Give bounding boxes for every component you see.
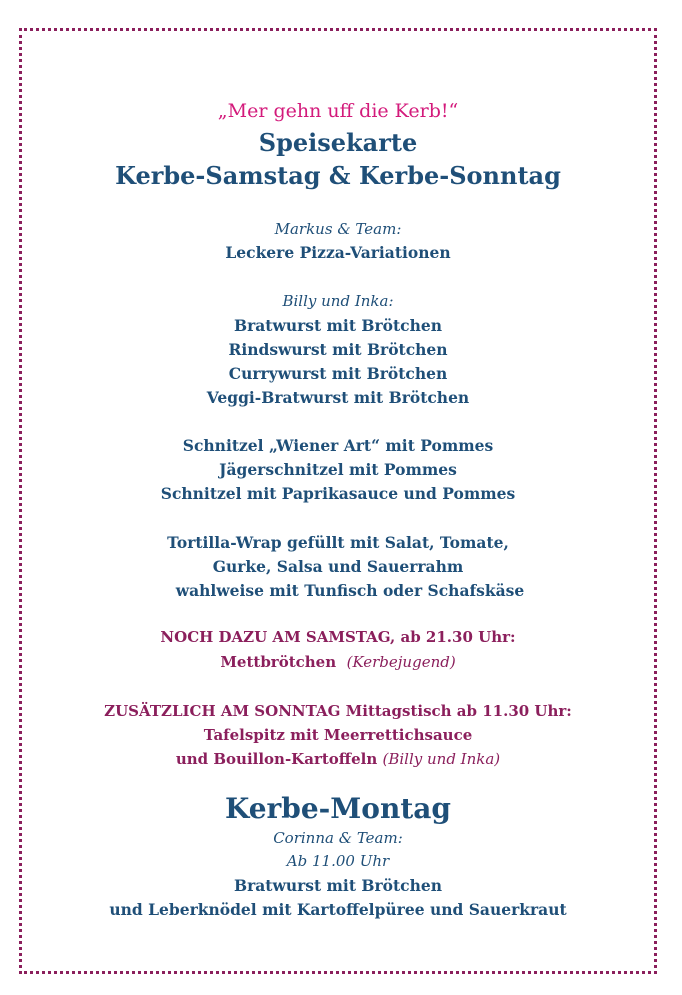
cook-markus: Markus & Team:: [274, 220, 402, 238]
motto: „Mer gehn uff die Kerb!“: [217, 100, 459, 122]
menu-item: Veggi-Bratwurst mit Brötchen: [206, 388, 470, 407]
menu-item: Schnitzel „Wiener Art“ mit Pommes: [182, 436, 494, 455]
menu-item: Bratwurst mit Brötchen: [234, 876, 442, 895]
monday-title: Kerbe-Montag: [225, 792, 451, 825]
saturday-item-row: [19, 653, 657, 671]
saturday-item: Mettbrötchen: [220, 653, 337, 671]
sunday-heading: ZUSÄTZLICH AM SONNTAG Mittagstisch ab 11.30 Uhr:: [104, 702, 572, 720]
menu-item: wahlweise mit Tunfisch oder Schafskäse: [175, 581, 525, 600]
saturday-cook: (Kerbejugend): [346, 653, 456, 671]
sunday-item-row: [19, 750, 657, 768]
page-title: Speisekarte: [258, 128, 418, 157]
menu-item: Gurke, Salsa und Sauerrahm: [212, 557, 464, 576]
cook-billy-inka: Billy und Inka:: [282, 292, 394, 310]
menu-item: Bratwurst mit Brötchen: [234, 316, 442, 335]
monday-cook: Corinna & Team:: [273, 829, 403, 847]
menu-item: und Leberknödel mit Kartoffelpüree und Sauerkraut: [109, 900, 567, 919]
sunday-cook: (Billy und Inka): [382, 750, 501, 768]
monday-time: Ab 11.00 Uhr: [286, 852, 390, 870]
menu-item: Schnitzel mit Paprikasauce und Pommes: [160, 484, 516, 503]
saturday-heading: NOCH DAZU AM SAMSTAG, ab 21.30 Uhr:: [160, 628, 516, 646]
sunday-item: Tafelspitz mit Meerrettichsauce: [203, 726, 473, 744]
menu-item: Rindswurst mit Brötchen: [228, 340, 448, 359]
sunday-item: und Bouillon-Kartoffeln: [175, 750, 378, 768]
menu-item: Jägerschnitzel mit Pommes: [219, 460, 457, 479]
menu-item: Tortilla-Wrap gefüllt mit Salat, Tomate,: [167, 533, 509, 552]
menu-item: Currywurst mit Brötchen: [228, 364, 448, 383]
menu-item: Leckere Pizza-Variationen: [225, 243, 451, 262]
page-subtitle: Kerbe-Samstag & Kerbe-Sonntag: [115, 161, 561, 190]
